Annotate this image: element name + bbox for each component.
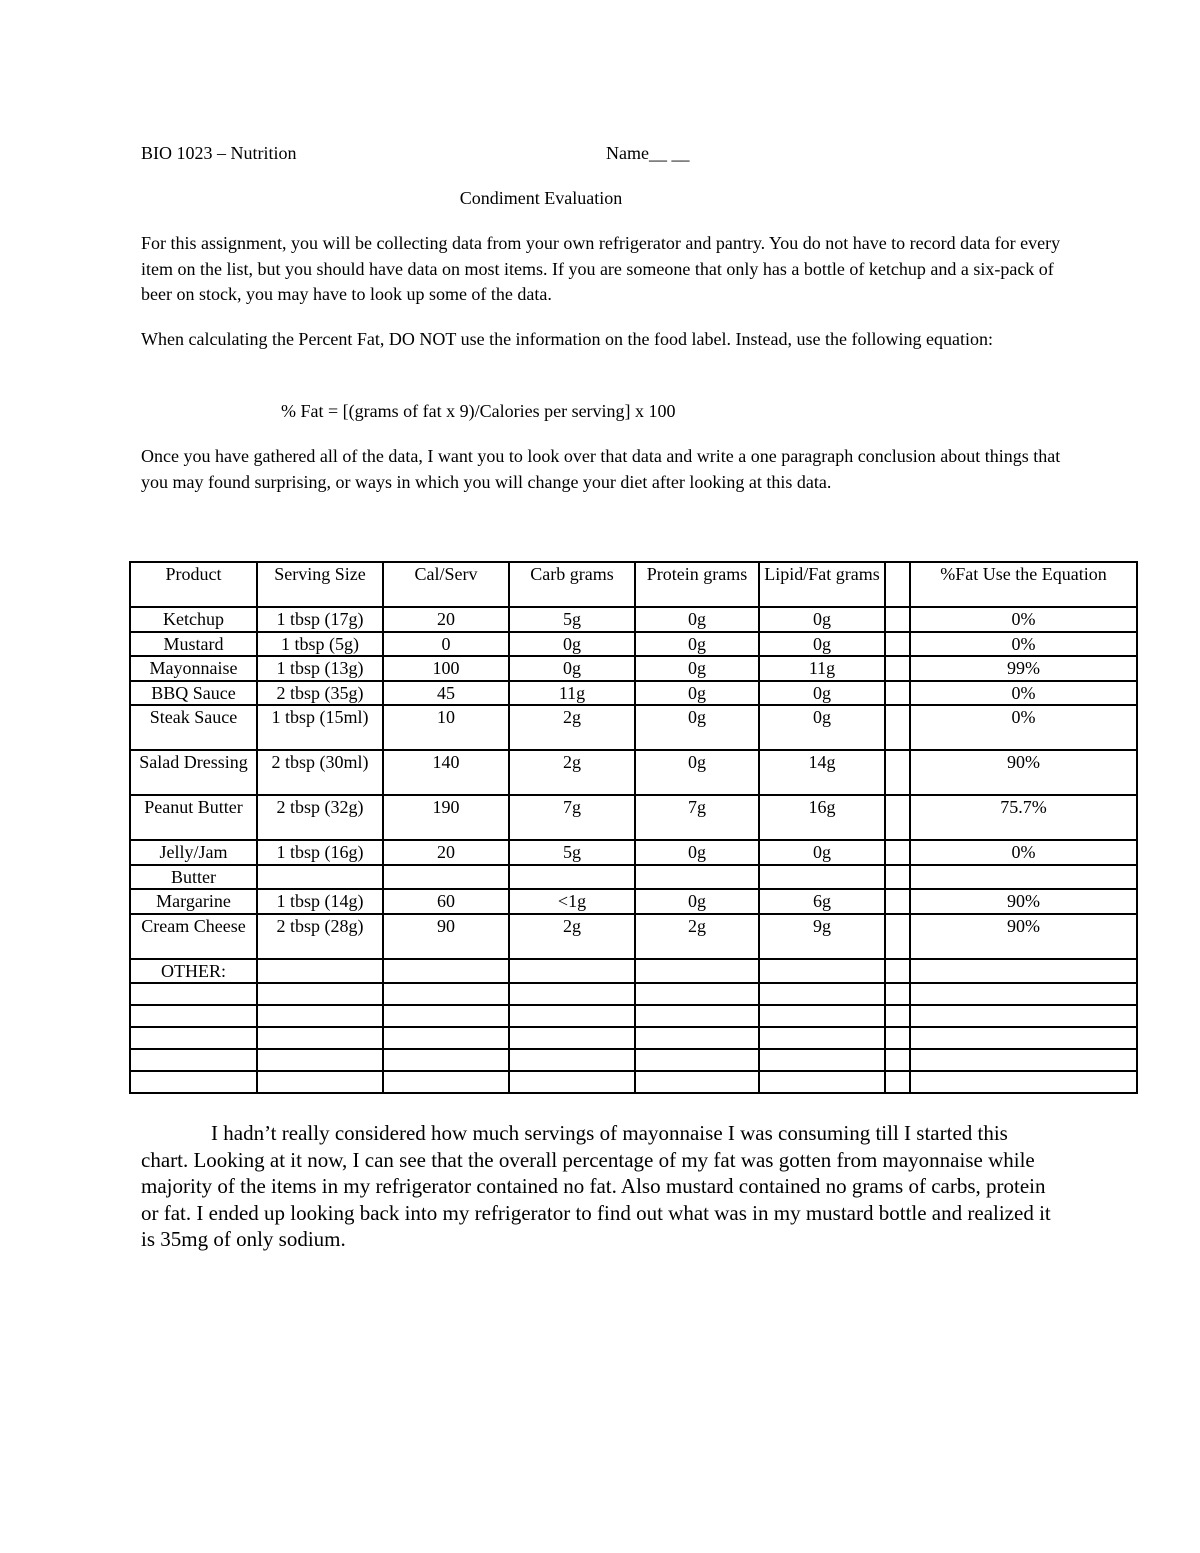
cell-lipid-fat-grams: 11g (759, 656, 885, 681)
cell-serving-size: 1 tbsp (13g) (257, 656, 383, 681)
table-row (130, 914, 1137, 959)
cell-product: OTHER: (130, 959, 257, 984)
cell-cal-serv: 0 (383, 632, 509, 657)
cell-protein-grams (635, 1027, 759, 1049)
cell-lipid-fat-grams: 0g (759, 705, 885, 750)
header-product: Product (130, 562, 257, 607)
cell-protein-grams: 2g (635, 914, 759, 959)
cell-cal-serv: 20 (383, 607, 509, 632)
cell-serving-size (257, 1071, 383, 1093)
table-row (130, 983, 1137, 1005)
instructions-paragraph-3: Once you have gathered all of the data, I want you to look over that data and write a one paragraph conclusion about things that you may found surprising, or ways in which you will change your diet after looking at this data. (141, 446, 1061, 492)
cell-percent-fat: 0% (910, 681, 1137, 706)
cell-percent-fat (910, 1049, 1137, 1071)
instructions-paragraph-1: For this assignment, you will be collecting data from your own refrigerator and pantry. You do not have to record data for every item on the list, but you should have data on most items. If you are someone that only has a bottle of ketchup and a six-pack of beer on stock, you may have to look up some of the data. (141, 233, 1061, 304)
table-row (130, 656, 1137, 681)
table-row (130, 632, 1137, 657)
cell-percent-fat (910, 983, 1137, 1005)
cell-cal-serv (383, 1049, 509, 1071)
cell-cal-serv: 10 (383, 705, 509, 750)
cell-protein-grams (635, 1049, 759, 1071)
cell-percent-fat (910, 1005, 1137, 1027)
cell-product: Salad Dressing (130, 750, 257, 795)
cell-blank (885, 865, 910, 890)
cell-serving-size (257, 959, 383, 984)
cell-carb-grams: 0g (509, 656, 635, 681)
header-serving-size: Serving Size (257, 562, 383, 607)
cell-serving-size: 2 tbsp (28g) (257, 914, 383, 959)
cell-blank (885, 959, 910, 984)
cell-serving-size: 1 tbsp (16g) (257, 840, 383, 865)
cell-product: Mustard (130, 632, 257, 657)
cell-carb-grams (509, 1027, 635, 1049)
cell-percent-fat: 0% (910, 607, 1137, 632)
cell-blank (885, 1049, 910, 1071)
cell-product: Peanut Butter (130, 795, 257, 840)
cell-protein-grams: 0g (635, 632, 759, 657)
conclusion-paragraph: I hadn’t really considered how much servings of mayonnaise I was consuming till I started this chart. Looking at it now, I can see that the overall percentage of my fat was gotten from mayonnaise while majority of the items in my refrigerator contained no fat. Also mustard contained no grams of carbs, protein or fat. I ended up looking back into my refrigerator to find out what was in my mustard bottle and realized it is 35mg of only sodium. (141, 1121, 1051, 1252)
cell-lipid-fat-grams (759, 1049, 885, 1071)
table-row (130, 865, 1137, 890)
cell-blank (885, 795, 910, 840)
cell-blank (885, 914, 910, 959)
cell-lipid-fat-grams (759, 959, 885, 984)
cell-lipid-fat-grams: 6g (759, 889, 885, 914)
table-row (130, 1005, 1137, 1027)
cell-cal-serv (383, 865, 509, 890)
cell-product: Margarine (130, 889, 257, 914)
cell-carb-grams: 7g (509, 795, 635, 840)
cell-cal-serv (383, 1027, 509, 1049)
cell-serving-size: 1 tbsp (17g) (257, 607, 383, 632)
name-field-label: Name__ __ (606, 143, 690, 163)
table-row (130, 1071, 1137, 1093)
table-row (130, 681, 1137, 706)
cell-carb-grams: 11g (509, 681, 635, 706)
cell-carb-grams: 2g (509, 705, 635, 750)
cell-product (130, 1049, 257, 1071)
cell-carb-grams: 2g (509, 750, 635, 795)
cell-lipid-fat-grams (759, 1005, 885, 1027)
cell-serving-size: 1 tbsp (14g) (257, 889, 383, 914)
cell-carb-grams (509, 983, 635, 1005)
cell-carb-grams: <1g (509, 889, 635, 914)
cell-blank (885, 1027, 910, 1049)
condiment-table (129, 561, 1138, 1094)
table-row (130, 840, 1137, 865)
cell-percent-fat: 90% (910, 889, 1137, 914)
header-percent-fat: %Fat Use the Equation (910, 562, 1137, 607)
cell-blank (885, 681, 910, 706)
cell-cal-serv (383, 1005, 509, 1027)
cell-serving-size (257, 1005, 383, 1027)
cell-lipid-fat-grams (759, 983, 885, 1005)
cell-lipid-fat-grams: 9g (759, 914, 885, 959)
cell-cal-serv: 20 (383, 840, 509, 865)
header-carb-grams: Carb grams (509, 562, 635, 607)
cell-percent-fat (910, 865, 1137, 890)
cell-protein-grams (635, 1071, 759, 1093)
cell-product: Mayonnaise (130, 656, 257, 681)
cell-blank (885, 1005, 910, 1027)
cell-carb-grams (509, 959, 635, 984)
cell-lipid-fat-grams: 0g (759, 632, 885, 657)
cell-carb-grams (509, 1071, 635, 1093)
fat-equation: % Fat = [(grams of fat x 9)/Calories per serving] x 100 (281, 401, 676, 421)
cell-cal-serv: 45 (383, 681, 509, 706)
cell-cal-serv: 190 (383, 795, 509, 840)
cell-serving-size (257, 865, 383, 890)
cell-lipid-fat-grams: 0g (759, 681, 885, 706)
cell-carb-grams (509, 865, 635, 890)
cell-percent-fat: 99% (910, 656, 1137, 681)
header-blank (885, 562, 910, 607)
cell-serving-size: 2 tbsp (32g) (257, 795, 383, 840)
cell-protein-grams: 0g (635, 889, 759, 914)
cell-percent-fat (910, 959, 1137, 984)
cell-cal-serv (383, 959, 509, 984)
cell-cal-serv: 100 (383, 656, 509, 681)
cell-cal-serv: 140 (383, 750, 509, 795)
cell-lipid-fat-grams: 0g (759, 607, 885, 632)
cell-percent-fat: 0% (910, 705, 1137, 750)
table-row (130, 1027, 1137, 1049)
table-row (130, 795, 1137, 840)
cell-carb-grams: 0g (509, 632, 635, 657)
cell-protein-grams (635, 865, 759, 890)
cell-blank (885, 632, 910, 657)
cell-protein-grams: 0g (635, 656, 759, 681)
table-row (130, 959, 1137, 984)
cell-carb-grams: 2g (509, 914, 635, 959)
cell-serving-size (257, 983, 383, 1005)
cell-protein-grams: 0g (635, 840, 759, 865)
cell-carb-grams: 5g (509, 607, 635, 632)
cell-protein-grams (635, 959, 759, 984)
cell-percent-fat: 90% (910, 914, 1137, 959)
cell-serving-size: 1 tbsp (15ml) (257, 705, 383, 750)
cell-cal-serv: 90 (383, 914, 509, 959)
cell-product: Ketchup (130, 607, 257, 632)
cell-percent-fat: 90% (910, 750, 1137, 795)
cell-protein-grams: 0g (635, 705, 759, 750)
cell-blank (885, 889, 910, 914)
cell-lipid-fat-grams (759, 1071, 885, 1093)
cell-blank (885, 607, 910, 632)
cell-cal-serv: 60 (383, 889, 509, 914)
cell-protein-grams: 0g (635, 750, 759, 795)
cell-product: Butter (130, 865, 257, 890)
cell-product: Cream Cheese (130, 914, 257, 959)
cell-protein-grams (635, 1005, 759, 1027)
cell-lipid-fat-grams (759, 1027, 885, 1049)
cell-protein-grams: 0g (635, 607, 759, 632)
course-title: BIO 1023 – Nutrition (141, 143, 297, 163)
cell-carb-grams (509, 1005, 635, 1027)
cell-blank (885, 983, 910, 1005)
table-row (130, 750, 1137, 795)
header-cal-serv: Cal/Serv (383, 562, 509, 607)
cell-blank (885, 1071, 910, 1093)
cell-serving-size: 1 tbsp (5g) (257, 632, 383, 657)
cell-cal-serv (383, 1071, 509, 1093)
cell-percent-fat (910, 1071, 1137, 1093)
document-title: Condiment Evaluation (459, 188, 623, 208)
cell-serving-size (257, 1027, 383, 1049)
table-row (130, 705, 1137, 750)
cell-product (130, 983, 257, 1005)
cell-product: BBQ Sauce (130, 681, 257, 706)
cell-percent-fat: 75.7% (910, 795, 1137, 840)
cell-blank (885, 656, 910, 681)
cell-serving-size: 2 tbsp (35g) (257, 681, 383, 706)
cell-protein-grams (635, 983, 759, 1005)
cell-lipid-fat-grams: 16g (759, 795, 885, 840)
header-lipid-fat-grams: Lipid/Fat grams (759, 562, 885, 607)
cell-lipid-fat-grams: 14g (759, 750, 885, 795)
instructions-paragraph-2: When calculating the Percent Fat, DO NOT use the information on the food label. Instead, use the following equation: (141, 329, 993, 349)
cell-blank (885, 840, 910, 865)
cell-lipid-fat-grams: 0g (759, 840, 885, 865)
cell-cal-serv (383, 983, 509, 1005)
header-protein-grams: Protein grams (635, 562, 759, 607)
table-row (130, 889, 1137, 914)
cell-serving-size (257, 1049, 383, 1071)
cell-protein-grams: 0g (635, 681, 759, 706)
table-row (130, 1049, 1137, 1071)
cell-percent-fat: 0% (910, 840, 1137, 865)
table-row (130, 607, 1137, 632)
cell-serving-size: 2 tbsp (30ml) (257, 750, 383, 795)
cell-lipid-fat-grams (759, 865, 885, 890)
cell-blank (885, 750, 910, 795)
cell-percent-fat (910, 1027, 1137, 1049)
cell-percent-fat: 0% (910, 632, 1137, 657)
cell-carb-grams: 5g (509, 840, 635, 865)
cell-product: Jelly/Jam (130, 840, 257, 865)
table-header-row (130, 562, 1137, 607)
cell-product (130, 1005, 257, 1027)
cell-protein-grams: 7g (635, 795, 759, 840)
cell-product (130, 1027, 257, 1049)
cell-product: Steak Sauce (130, 705, 257, 750)
cell-product (130, 1071, 257, 1093)
cell-blank (885, 705, 910, 750)
cell-carb-grams (509, 1049, 635, 1071)
